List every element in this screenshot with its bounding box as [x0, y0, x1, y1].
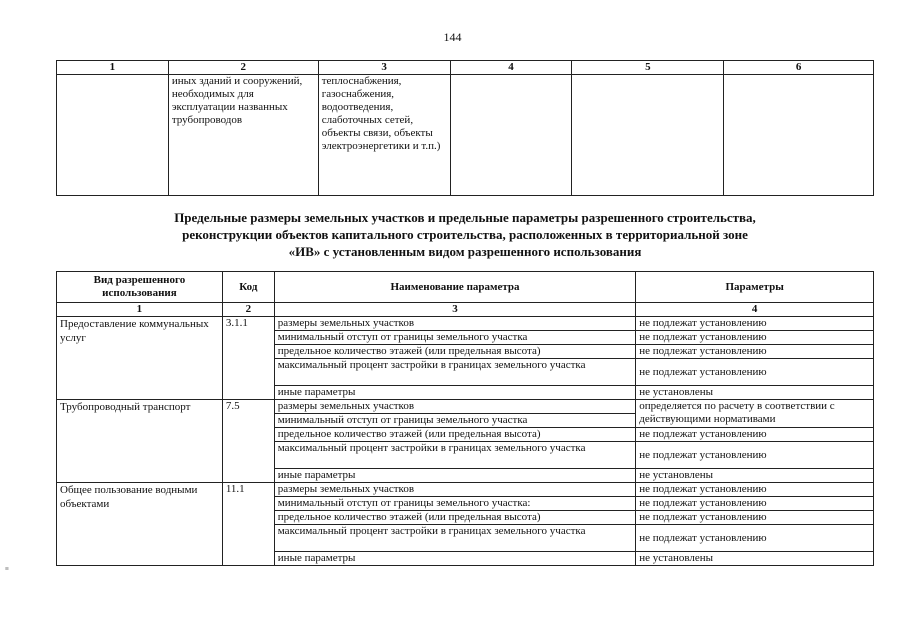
- column-number: 1: [57, 61, 169, 75]
- column-number: 2: [222, 303, 274, 317]
- use-type-name: Трубопроводный транспорт: [57, 400, 223, 483]
- section-heading: [56, 209, 874, 260]
- table-cell: [572, 75, 724, 196]
- header-params: Параметры: [636, 272, 874, 303]
- param-name: размеры земельных участков: [274, 483, 635, 497]
- param-value: определяется по расчету в соответствии с действующими нормативами: [636, 400, 874, 428]
- table-row: [57, 317, 874, 331]
- param-value: не подлежат установлению: [636, 511, 874, 525]
- parameters-table: [56, 271, 874, 566]
- param-name: минимальный отступ от границы земельного участка: [274, 331, 635, 345]
- heading-line: реконструкции объектов капитального строительства, расположенных в территориальной зоне: [182, 227, 748, 242]
- param-value: не установлены: [636, 552, 874, 566]
- table-cell: теплоснабжения, газоснабжения, водоотведения, слаботочных сетей, объекты связи, объекты электроэнергетики и т.п.): [318, 75, 450, 196]
- table-cell: [724, 75, 874, 196]
- use-type-name: Общее пользование водными объектами: [57, 483, 223, 566]
- param-name: минимальный отступ от границы земельного участка: [274, 414, 635, 428]
- table-row: [57, 483, 874, 497]
- param-name: иные параметры: [274, 386, 635, 400]
- param-name: предельное количество этажей (или предельная высота): [274, 345, 635, 359]
- column-numbers-row: [57, 303, 874, 317]
- table-row: [57, 400, 874, 414]
- scan-mark: ≡: [5, 565, 9, 573]
- param-value: не подлежат установлению: [636, 345, 874, 359]
- param-value: не подлежат установлению: [636, 525, 874, 552]
- table-cell: [57, 75, 169, 196]
- param-name: максимальный процент застройки в границах земельного участка: [274, 525, 635, 552]
- param-name: минимальный отступ от границы земельного участка:: [274, 497, 635, 511]
- column-number: 1: [57, 303, 223, 317]
- param-name: размеры земельных участков: [274, 317, 635, 331]
- header-param-name: Наименование параметра: [274, 272, 635, 303]
- column-number: 2: [168, 61, 318, 75]
- param-name: максимальный процент застройки в границах земельного участка: [274, 359, 635, 386]
- param-value: не подлежат установлению: [636, 483, 874, 497]
- use-code: 3.1.1: [222, 317, 274, 400]
- table-row: [57, 75, 874, 196]
- header-code: Код: [222, 272, 274, 303]
- column-number: 4: [450, 61, 572, 75]
- heading-line: Предельные размеры земельных участков и предельные параметры разрешенного строительства,: [174, 210, 756, 225]
- param-value: не подлежат установлению: [636, 428, 874, 442]
- param-value: не подлежат установлению: [636, 442, 874, 469]
- heading-line: «ИВ» с установленным видом разрешенного использования: [288, 244, 642, 259]
- column-number: 4: [636, 303, 874, 317]
- param-name: иные параметры: [274, 552, 635, 566]
- param-name: предельное количество этажей (или предельная высота): [274, 428, 635, 442]
- table-header-row: [57, 272, 874, 303]
- table-cell: иных зданий и сооружений, необходимых для эксплуатации названных трубопроводов: [168, 75, 318, 196]
- param-value: не подлежат установлению: [636, 317, 874, 331]
- param-name: предельное количество этажей (или предельная высота): [274, 511, 635, 525]
- use-type-name: Предоставление коммунальных услуг: [57, 317, 223, 400]
- param-value: не установлены: [636, 469, 874, 483]
- use-code: 7.5: [222, 400, 274, 483]
- param-value: не установлены: [636, 386, 874, 400]
- table-cell: [450, 75, 572, 196]
- column-number: 3: [318, 61, 450, 75]
- header-use-type: Вид разрешенного использования: [57, 272, 223, 303]
- use-code: 11.1: [222, 483, 274, 566]
- param-value: не подлежат установлению: [636, 331, 874, 345]
- param-value: не подлежат установлению: [636, 497, 874, 511]
- table-header-row: [57, 61, 874, 75]
- param-name: максимальный процент застройки в границах земельного участка: [274, 442, 635, 469]
- page-number: 144: [443, 30, 462, 44]
- column-number: 3: [274, 303, 635, 317]
- param-value: не подлежат установлению: [636, 359, 874, 386]
- column-number: 5: [572, 61, 724, 75]
- column-number: 6: [724, 61, 874, 75]
- param-name: размеры земельных участков: [274, 400, 635, 414]
- param-name: иные параметры: [274, 469, 635, 483]
- continued-table: [56, 60, 874, 196]
